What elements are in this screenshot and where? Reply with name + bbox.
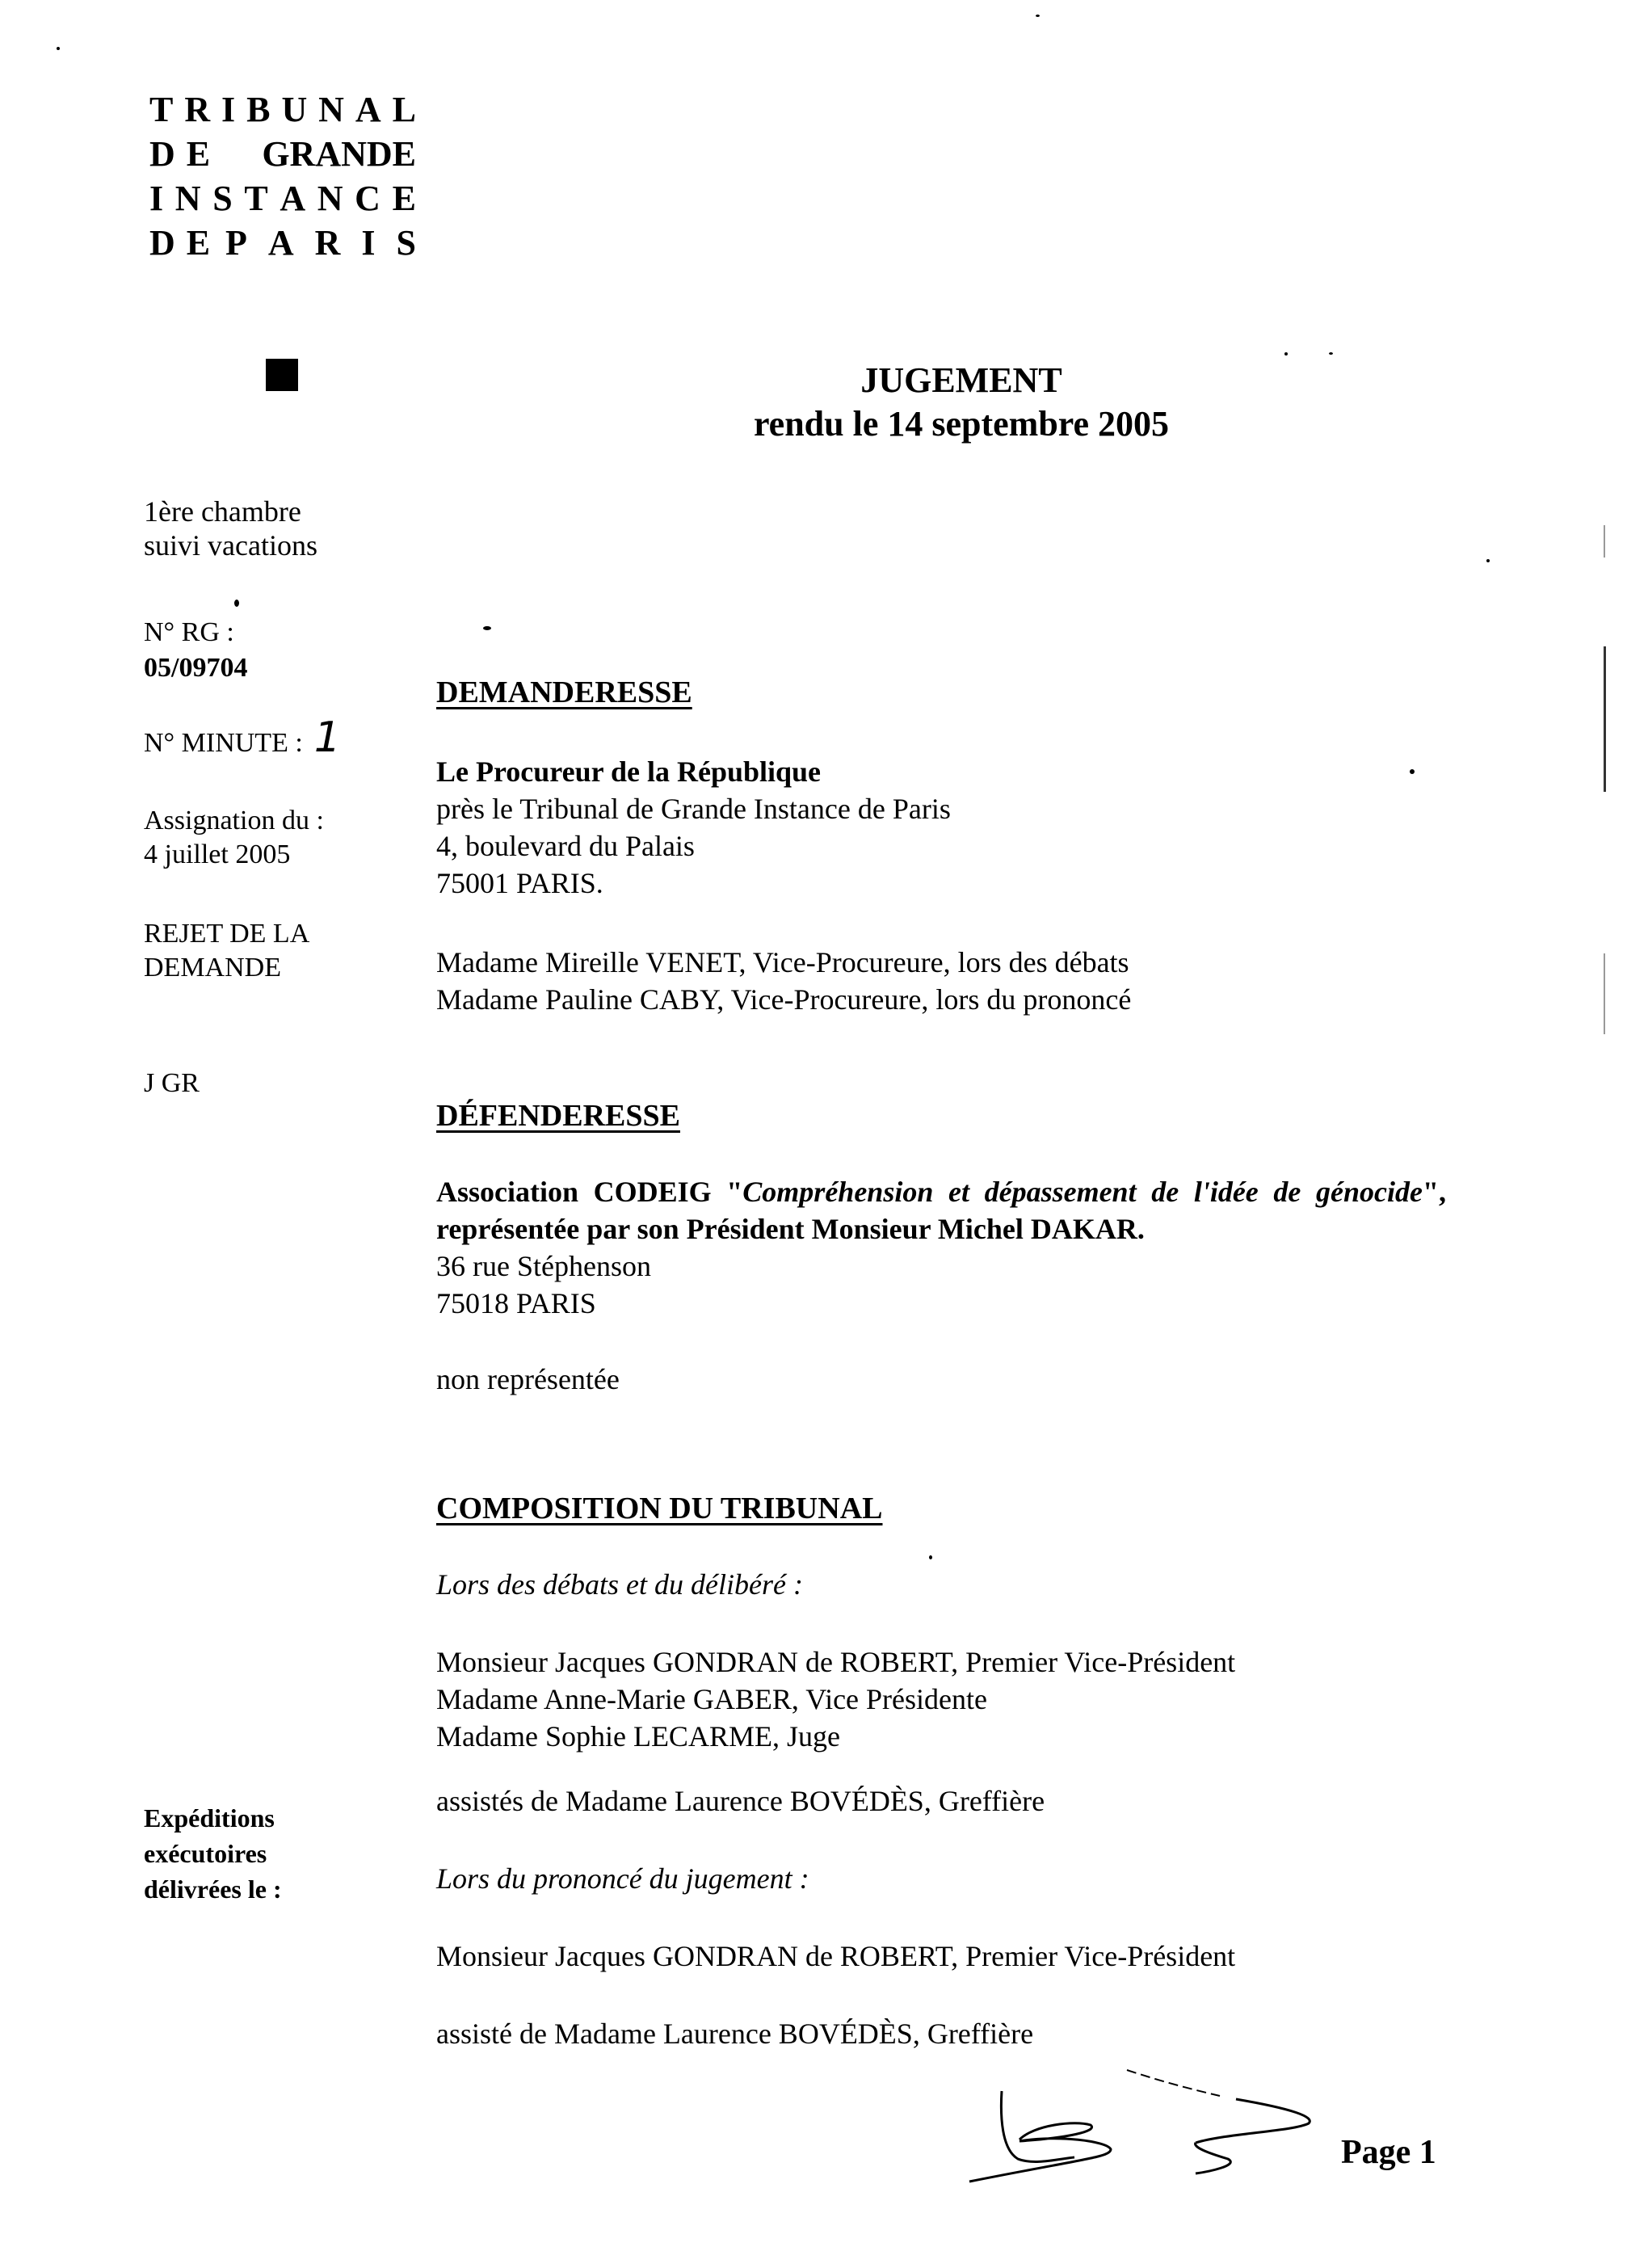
rg-value: 05/09704	[144, 653, 248, 683]
court-line-4	[149, 221, 416, 265]
defenderesse-status: non représentée	[436, 1363, 620, 1395]
demanderesse-name: Le Procureur de la République	[436, 755, 822, 788]
page-number: Page 1	[1341, 2134, 1436, 2171]
word: GRANDE	[262, 134, 416, 174]
judges-list	[436, 1643, 1235, 1755]
scan-speck	[1036, 15, 1040, 17]
chamber-line: suivi vacations	[144, 529, 317, 562]
letter: E	[186, 223, 211, 263]
scan-speck	[1486, 559, 1490, 562]
demanderesse-heading: DEMANDERESSE	[436, 675, 692, 709]
address-line: 75018 PARIS	[436, 1287, 596, 1319]
letter: L	[392, 90, 416, 129]
greffiere-debats: assistés de Madame Laurence BOVÉDÈS, Greffière	[436, 1785, 1045, 1817]
address-line: 36 rue Stéphenson	[436, 1250, 651, 1282]
scan-speck	[1410, 769, 1415, 774]
judge-line: Madame Sophie LECARME, Juge	[436, 1720, 840, 1753]
chamber-info	[144, 494, 317, 562]
defenderesse-address	[436, 1248, 651, 1322]
prononce-label: Lors du prononcé du jugement :	[436, 1862, 809, 1895]
letter: I	[221, 90, 236, 129]
letter: A	[280, 179, 306, 218]
defenderesse-name	[436, 1173, 1446, 1248]
demanderesse-block	[436, 753, 951, 902]
letter: N	[318, 90, 344, 129]
letter: T	[149, 90, 174, 129]
judgment-title: JUGEMENT	[860, 360, 1062, 400]
address-line: 4, boulevard du Palais	[436, 830, 695, 862]
debats-label: Lors des débats et du délibéré :	[436, 1568, 803, 1601]
decision-summary	[144, 917, 309, 985]
minute-label: N° MINUTE :	[144, 728, 303, 758]
letter: S	[396, 223, 416, 263]
assignation-info	[144, 804, 324, 872]
address-line: près le Tribunal de Grande Instance de Paris	[436, 793, 951, 825]
representative-line: Madame Pauline CABY, Vice-Procureure, lors du prononcé	[436, 983, 1132, 1016]
rg-label: N° RG :	[144, 617, 234, 647]
assoc-italic-name: Compréhension et dépassement de l'idée de génocide	[742, 1176, 1423, 1208]
judgment-date: rendu le 14 septembre 2005	[753, 404, 1170, 444]
address-line: 75001 PARIS.	[436, 867, 603, 899]
scan-speck	[1284, 352, 1288, 356]
scan-speck	[234, 600, 239, 607]
prononce-judge: Monsieur Jacques GONDRAN de ROBERT, Premier Vice-Président	[436, 1940, 1236, 1972]
assoc-suffix: ", représentée par son Président Monsieur Michel DAKAR.	[436, 1176, 1446, 1245]
assignation-date: 4 juillet 2005	[144, 839, 291, 869]
minute-field	[144, 713, 341, 762]
judge-line: Madame Anne-Marie GABER, Vice Présidente	[436, 1683, 987, 1715]
letter: R	[314, 223, 341, 263]
letter: D	[149, 134, 175, 174]
court-line-3	[149, 176, 416, 221]
letter: D	[149, 223, 175, 263]
judge-code: J GR	[144, 1068, 200, 1098]
judge-line: Monsieur Jacques GONDRAN de ROBERT, Premier Vice-Président	[436, 1646, 1236, 1678]
letter: I	[361, 223, 376, 263]
expeditions-block	[144, 1800, 282, 1907]
expeditions-line: exécutoires	[144, 1839, 267, 1868]
letter: N	[174, 179, 201, 218]
court-line-2	[149, 132, 416, 176]
letter: T	[244, 179, 268, 218]
scan-margin-mark	[1604, 646, 1606, 792]
letter: U	[281, 90, 308, 129]
demanderesse-representatives	[436, 944, 1131, 1018]
black-square-mark	[266, 359, 298, 391]
letter: B	[246, 90, 271, 129]
letter: C	[355, 179, 380, 218]
scan-margin-mark	[1604, 525, 1605, 558]
scan-speck	[1329, 352, 1333, 355]
expeditions-line: délivrées le :	[144, 1875, 282, 1904]
letter: E	[186, 134, 211, 174]
chamber-line: 1ère chambre	[144, 495, 301, 528]
scan-speck	[483, 626, 491, 630]
assoc-prefix: Association CODEIG "	[436, 1176, 743, 1208]
assignation-label: Assignation du :	[144, 806, 324, 835]
judgment-title-block	[711, 360, 1212, 447]
letter: P	[225, 223, 247, 263]
minute-value-handwritten: 1	[313, 713, 341, 762]
letter: E	[392, 179, 416, 218]
court-line-1	[149, 87, 416, 132]
letter: I	[149, 179, 164, 218]
letter: R	[184, 90, 211, 129]
letter: S	[212, 179, 233, 218]
greffiere-prononce: assisté de Madame Laurence BOVÉDÈS, Greffière	[436, 2018, 1034, 2050]
court-header	[149, 87, 416, 265]
letter: N	[317, 179, 343, 218]
defenderesse-heading: DÉFENDERESSE	[436, 1099, 680, 1133]
scan-speck	[929, 1555, 932, 1559]
scan-margin-mark	[1604, 953, 1605, 1034]
expeditions-line: Expéditions	[144, 1803, 275, 1832]
decision-line: DEMANDE	[144, 953, 281, 983]
letter: A	[267, 223, 294, 263]
decision-line: REJET DE LA	[144, 919, 310, 949]
letter: A	[355, 90, 381, 129]
representative-line: Madame Mireille VENET, Vice-Procureure, lors des débats	[436, 946, 1129, 978]
composition-heading: COMPOSITION DU TRIBUNAL	[436, 1492, 883, 1525]
scan-speck	[57, 47, 60, 50]
